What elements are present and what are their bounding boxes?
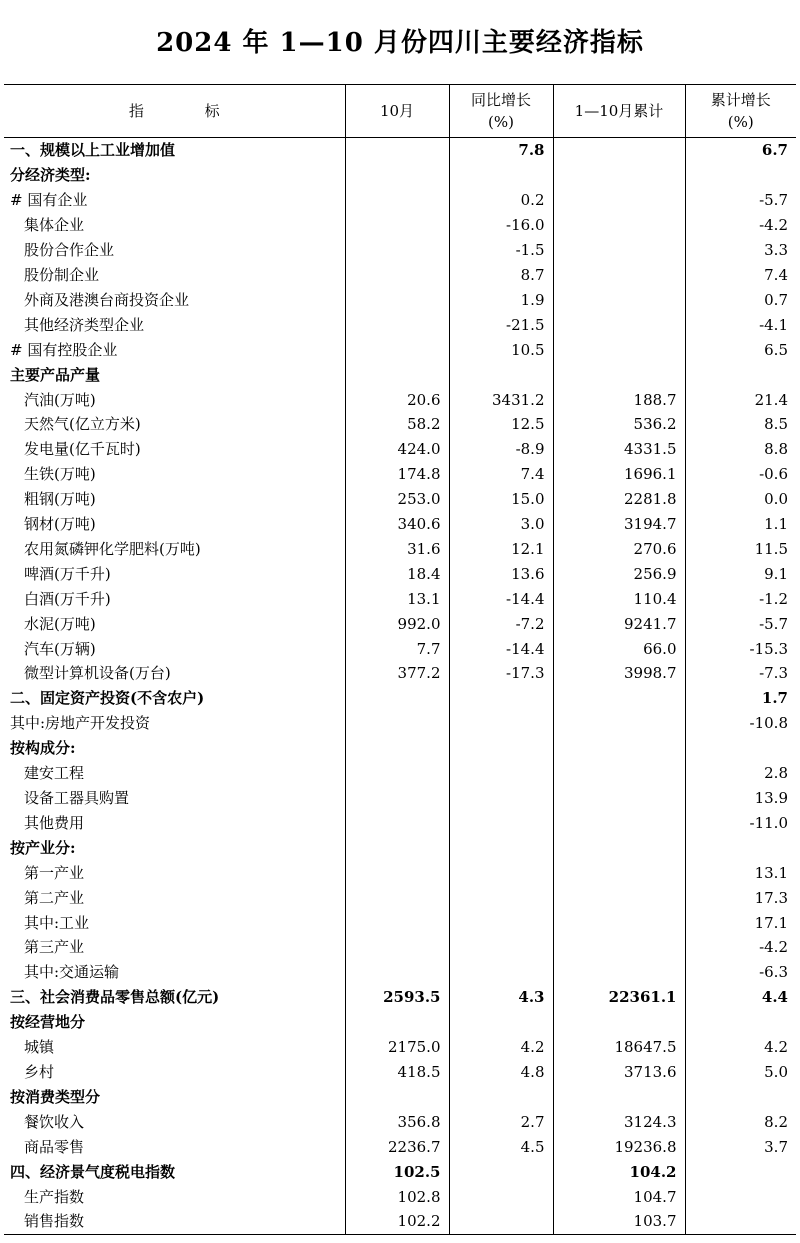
- row-label: 股份合作企业: [4, 238, 345, 263]
- cell-month-value: 340.6: [345, 512, 449, 537]
- cell-cumulative-growth: -4.2: [759, 216, 788, 235]
- cell-cumulative-growth: 4.4: [761, 988, 788, 1007]
- cell-yoy-growth: [449, 935, 553, 960]
- table-row: [4, 163, 796, 188]
- row-label: 股份制企业: [4, 263, 345, 288]
- cell-month-value: 2236.7: [345, 1134, 449, 1159]
- cell-month-value: 18.4: [345, 561, 449, 586]
- cell-yoy-growth: [449, 860, 553, 885]
- cell-cumulative-value: [553, 960, 685, 985]
- table-row: [4, 387, 796, 412]
- table-row: [4, 312, 796, 337]
- cell-cumulative-value: [553, 910, 685, 935]
- row-label: 第一产业: [4, 860, 345, 885]
- cell-yoy-growth: 1.9: [449, 287, 553, 312]
- cell-month-value: [345, 960, 449, 985]
- cell-yoy-growth: [449, 810, 553, 835]
- cell-cumulative-growth: 3.7: [764, 1137, 788, 1156]
- table-row: [4, 213, 796, 238]
- cell-yoy-growth: [449, 960, 553, 985]
- table-row: [4, 1084, 796, 1109]
- cell-cumulative-value: [553, 835, 685, 860]
- row-label: 微型计算机设备(万台): [4, 661, 345, 686]
- row-label: 水泥(万吨): [4, 611, 345, 636]
- cell-cumulative-value: [553, 786, 685, 811]
- cell-cumulative-growth: 4.2: [764, 1038, 788, 1057]
- row-label: 汽车(万辆): [4, 636, 345, 661]
- cell-month-value: [345, 312, 449, 337]
- cell-month-value: [345, 238, 449, 263]
- row-label: 农用氮磷钾化学肥料(万吨): [4, 537, 345, 562]
- row-label: 三、社会消费品零售总额(亿元): [4, 985, 345, 1010]
- cell-cumulative-value: 256.9: [553, 561, 685, 586]
- table-row: [4, 537, 796, 562]
- table-row: [4, 1109, 796, 1134]
- cell-month-value: [345, 213, 449, 238]
- cell-month-value: [345, 711, 449, 736]
- cell-yoy-growth: 7.4: [449, 462, 553, 487]
- cell-month-value: [345, 910, 449, 935]
- cell-cumulative-value: [553, 711, 685, 736]
- cell-cumulative-value: 18647.5: [553, 1035, 685, 1060]
- row-label: # 国有控股企业: [4, 337, 345, 362]
- row-label: 集体企业: [4, 213, 345, 238]
- table-row: [4, 1060, 796, 1085]
- cell-month-value: [345, 786, 449, 811]
- table-header-row: [4, 85, 796, 138]
- table-row: [4, 412, 796, 437]
- header-cumulative: 1—10月累计: [553, 85, 685, 138]
- table-row: [4, 985, 796, 1010]
- cell-cumulative-growth: [685, 835, 796, 860]
- cell-month-value: [345, 1010, 449, 1035]
- table-row: [4, 1134, 796, 1159]
- cell-cumulative-growth: -5.7: [759, 614, 788, 633]
- cell-cumulative-growth: -7.3: [759, 664, 788, 683]
- cell-cumulative-value: [553, 935, 685, 960]
- row-label: 第二产业: [4, 885, 345, 910]
- table-row: [4, 786, 796, 811]
- table-body: [4, 138, 796, 1235]
- cell-cumulative-value: 3713.6: [553, 1060, 685, 1085]
- header-cum-growth-label: 累计增长: [710, 91, 771, 109]
- cell-month-value: [345, 810, 449, 835]
- cell-cumulative-growth: 5.0: [764, 1062, 788, 1081]
- cell-cumulative-growth: 6.5: [764, 340, 788, 359]
- row-label: 按产业分:: [4, 835, 345, 860]
- cell-cumulative-value: [553, 810, 685, 835]
- table-row: [4, 512, 796, 537]
- cell-yoy-growth: 4.2: [449, 1035, 553, 1060]
- row-label: 啤酒(万千升): [4, 561, 345, 586]
- cell-yoy-growth: -16.0: [449, 213, 553, 238]
- cell-yoy-growth: [449, 1159, 553, 1184]
- cell-cumulative-growth: 2.8: [764, 764, 788, 783]
- cell-yoy-growth: 10.5: [449, 337, 553, 362]
- cell-month-value: 102.5: [345, 1159, 449, 1184]
- cell-cumulative-value: 4331.5: [553, 437, 685, 462]
- cell-yoy-growth: -14.4: [449, 636, 553, 661]
- table-row: [4, 462, 796, 487]
- table-row: [4, 960, 796, 985]
- cell-month-value: [345, 835, 449, 860]
- cell-cumulative-growth: [685, 362, 796, 387]
- table-row: [4, 487, 796, 512]
- cell-cumulative-value: 3998.7: [553, 661, 685, 686]
- row-label: 其他费用: [4, 810, 345, 835]
- cell-cumulative-growth: 13.1: [754, 863, 788, 882]
- cell-yoy-growth: 8.7: [449, 263, 553, 288]
- cell-cumulative-growth: [685, 1084, 796, 1109]
- cell-yoy-growth: 3.0: [449, 512, 553, 537]
- cell-month-value: [345, 686, 449, 711]
- cell-cumulative-value: 2281.8: [553, 487, 685, 512]
- cell-month-value: [345, 138, 449, 163]
- cell-yoy-growth: -1.5: [449, 238, 553, 263]
- cell-month-value: 377.2: [345, 661, 449, 686]
- header-yoy-unit: (%): [488, 113, 514, 131]
- cell-yoy-growth: 4.3: [449, 985, 553, 1010]
- table-row: [4, 138, 796, 163]
- cell-yoy-growth: [449, 362, 553, 387]
- cell-cumulative-value: [553, 263, 685, 288]
- cell-month-value: 424.0: [345, 437, 449, 462]
- cell-cumulative-growth: 17.1: [754, 913, 788, 932]
- cell-cumulative-value: [553, 761, 685, 786]
- cell-cumulative-growth: -15.3: [749, 639, 788, 658]
- cell-cumulative-value: [553, 1084, 685, 1109]
- cell-cumulative-growth: -0.6: [759, 465, 788, 484]
- row-label: 钢材(万吨): [4, 512, 345, 537]
- row-label: 设备工器具购置: [4, 786, 345, 811]
- cell-yoy-growth: 13.6: [449, 561, 553, 586]
- cell-month-value: [345, 935, 449, 960]
- cell-yoy-growth: 3431.2: [449, 387, 553, 412]
- row-label: 销售指数: [4, 1209, 345, 1234]
- row-label: 主要产品产量: [4, 362, 345, 387]
- row-label: 其中:工业: [4, 910, 345, 935]
- cell-month-value: 31.6: [345, 537, 449, 562]
- cell-month-value: [345, 188, 449, 213]
- cell-yoy-growth: 12.5: [449, 412, 553, 437]
- cell-cumulative-growth: [685, 163, 796, 188]
- cell-cumulative-growth: 17.3: [754, 888, 788, 907]
- cell-month-value: 13.1: [345, 586, 449, 611]
- cell-month-value: 20.6: [345, 387, 449, 412]
- cell-cumulative-value: [553, 312, 685, 337]
- cell-cumulative-growth: 3.3: [764, 241, 788, 260]
- table-row: [4, 611, 796, 636]
- cell-cumulative-value: [553, 860, 685, 885]
- cell-cumulative-value: [553, 238, 685, 263]
- row-label: 生铁(万吨): [4, 462, 345, 487]
- cell-month-value: 102.8: [345, 1184, 449, 1209]
- cell-month-value: [345, 287, 449, 312]
- row-label: 粗钢(万吨): [4, 487, 345, 512]
- header-cum-growth: [685, 85, 796, 138]
- row-label: 第三产业: [4, 935, 345, 960]
- cell-cumulative-value: 22361.1: [553, 985, 685, 1010]
- cell-cumulative-value: [553, 163, 685, 188]
- row-label: 分经济类型:: [4, 163, 345, 188]
- cell-cumulative-growth: [685, 736, 796, 761]
- cell-cumulative-value: 3194.7: [553, 512, 685, 537]
- cell-cumulative-value: [553, 138, 685, 163]
- table-row: [4, 711, 796, 736]
- cell-yoy-growth: [449, 786, 553, 811]
- cell-cumulative-growth: 1.1: [764, 515, 788, 534]
- table-row: [4, 860, 796, 885]
- cell-cumulative-value: 104.2: [553, 1159, 685, 1184]
- cell-cumulative-growth: [685, 1209, 796, 1234]
- cell-cumulative-growth: 11.5: [754, 539, 788, 558]
- cell-cumulative-growth: 8.2: [764, 1112, 788, 1131]
- cell-month-value: [345, 860, 449, 885]
- row-label: 汽油(万吨): [4, 387, 345, 412]
- cell-cumulative-growth: [685, 1010, 796, 1035]
- header-month: 10月: [345, 85, 449, 138]
- cell-yoy-growth: 15.0: [449, 487, 553, 512]
- cell-month-value: 253.0: [345, 487, 449, 512]
- cell-month-value: [345, 362, 449, 387]
- cell-cumulative-value: [553, 1010, 685, 1035]
- cell-month-value: 2593.5: [345, 985, 449, 1010]
- table-row: [4, 238, 796, 263]
- row-label: 商品零售: [4, 1134, 345, 1159]
- row-label: 按经营地分: [4, 1010, 345, 1035]
- cell-month-value: [345, 263, 449, 288]
- cell-month-value: 418.5: [345, 1060, 449, 1085]
- cell-cumulative-growth: -4.2: [759, 938, 788, 957]
- row-label: 其中:房地产开发投资: [4, 711, 345, 736]
- table-row: [4, 1159, 796, 1184]
- cell-month-value: [345, 761, 449, 786]
- cell-cumulative-growth: -10.8: [749, 714, 788, 733]
- table-row: [4, 810, 796, 835]
- table-row: [4, 561, 796, 586]
- row-label: 外商及港澳台商投资企业: [4, 287, 345, 312]
- table-row: [4, 661, 796, 686]
- table-row: [4, 935, 796, 960]
- cell-cumulative-value: 3124.3: [553, 1109, 685, 1134]
- cell-cumulative-growth: 21.4: [754, 390, 788, 409]
- table-row: [4, 736, 796, 761]
- cell-cumulative-value: [553, 736, 685, 761]
- cell-cumulative-growth: 8.8: [764, 440, 788, 459]
- cell-yoy-growth: 2.7: [449, 1109, 553, 1134]
- row-label: 天然气(亿立方米): [4, 412, 345, 437]
- cell-cumulative-growth: 6.7: [761, 141, 788, 160]
- cell-cumulative-growth: -1.2: [759, 589, 788, 608]
- table-row: [4, 1035, 796, 1060]
- cell-cumulative-growth: 0.0: [764, 490, 788, 509]
- table-row: [4, 885, 796, 910]
- cell-cumulative-value: [553, 337, 685, 362]
- cell-yoy-growth: 4.8: [449, 1060, 553, 1085]
- cell-cumulative-value: 270.6: [553, 537, 685, 562]
- table-row: [4, 686, 796, 711]
- table-row: [4, 437, 796, 462]
- table-row: [4, 263, 796, 288]
- row-label: 一、规模以上工业增加值: [4, 138, 345, 163]
- table-row: [4, 1184, 796, 1209]
- cell-cumulative-value: [553, 213, 685, 238]
- cell-cumulative-growth: 9.1: [764, 564, 788, 583]
- cell-month-value: [345, 885, 449, 910]
- row-label: 发电量(亿千瓦时): [4, 437, 345, 462]
- cell-yoy-growth: 7.8: [449, 138, 553, 163]
- cell-cumulative-value: 536.2: [553, 412, 685, 437]
- cell-cumulative-value: 19236.8: [553, 1134, 685, 1159]
- cell-yoy-growth: [449, 1010, 553, 1035]
- cell-yoy-growth: -14.4: [449, 586, 553, 611]
- cell-cumulative-growth: 8.5: [764, 415, 788, 434]
- cell-yoy-growth: -8.9: [449, 437, 553, 462]
- row-label: 白酒(万千升): [4, 586, 345, 611]
- table-row: [4, 636, 796, 661]
- cell-month-value: 2175.0: [345, 1035, 449, 1060]
- table-row: [4, 910, 796, 935]
- cell-month-value: 174.8: [345, 462, 449, 487]
- table-row: [4, 337, 796, 362]
- cell-cumulative-growth: 13.9: [754, 789, 788, 808]
- table-row: [4, 1209, 796, 1234]
- table-row: [4, 188, 796, 213]
- cell-cumulative-growth: [685, 1184, 796, 1209]
- cell-yoy-growth: [449, 1209, 553, 1234]
- row-label: 按消费类型分: [4, 1084, 345, 1109]
- cell-yoy-growth: 12.1: [449, 537, 553, 562]
- cell-cumulative-value: 9241.7: [553, 611, 685, 636]
- row-label: 按构成分:: [4, 736, 345, 761]
- cell-cumulative-growth: -4.1: [759, 315, 788, 334]
- row-label: # 国有企业: [4, 188, 345, 213]
- cell-yoy-growth: 0.2: [449, 188, 553, 213]
- table-row: [4, 1010, 796, 1035]
- cell-yoy-growth: [449, 1084, 553, 1109]
- cell-cumulative-value: [553, 885, 685, 910]
- cell-yoy-growth: [449, 686, 553, 711]
- header-yoy-label: 同比增长: [470, 91, 531, 109]
- cell-yoy-growth: [449, 711, 553, 736]
- row-label: 其中:交通运输: [4, 960, 345, 985]
- cell-cumulative-value: [553, 188, 685, 213]
- cell-yoy-growth: [449, 885, 553, 910]
- cell-month-value: [345, 337, 449, 362]
- cell-yoy-growth: 4.5: [449, 1134, 553, 1159]
- table-row: [4, 761, 796, 786]
- cell-cumulative-growth: [685, 1159, 796, 1184]
- header-yoy: [449, 85, 553, 138]
- cell-month-value: 7.7: [345, 636, 449, 661]
- page-title: 2024 年 1—10 月份四川主要经济指标: [156, 28, 644, 58]
- cell-yoy-growth: -7.2: [449, 611, 553, 636]
- row-label: 四、经济景气度税电指数: [4, 1159, 345, 1184]
- cell-yoy-growth: [449, 1184, 553, 1209]
- table-row: [4, 835, 796, 860]
- cell-cumulative-value: 66.0: [553, 636, 685, 661]
- cell-cumulative-value: [553, 287, 685, 312]
- cell-month-value: 102.2: [345, 1209, 449, 1234]
- cell-yoy-growth: [449, 910, 553, 935]
- row-label: 建安工程: [4, 761, 345, 786]
- cell-yoy-growth: [449, 163, 553, 188]
- cell-cumulative-growth: 7.4: [764, 265, 788, 284]
- cell-cumulative-growth: 0.7: [764, 290, 788, 309]
- cell-cumulative-value: 110.4: [553, 586, 685, 611]
- table-row: [4, 362, 796, 387]
- row-label: 乡村: [4, 1060, 345, 1085]
- row-label: 二、固定资产投资(不含农户): [4, 686, 345, 711]
- row-label: 其他经济类型企业: [4, 312, 345, 337]
- cell-yoy-growth: [449, 761, 553, 786]
- header-cum-growth-unit: (%): [727, 113, 754, 131]
- header-indicator: 指 标: [4, 85, 345, 138]
- cell-yoy-growth: [449, 835, 553, 860]
- cell-cumulative-growth: -6.3: [759, 963, 788, 982]
- cell-month-value: [345, 736, 449, 761]
- cell-yoy-growth: -17.3: [449, 661, 553, 686]
- cell-month-value: 356.8: [345, 1109, 449, 1134]
- cell-month-value: 992.0: [345, 611, 449, 636]
- cell-cumulative-value: 188.7: [553, 387, 685, 412]
- cell-cumulative-value: 104.7: [553, 1184, 685, 1209]
- cell-month-value: [345, 1084, 449, 1109]
- cell-cumulative-value: [553, 362, 685, 387]
- row-label: 城镇: [4, 1035, 345, 1060]
- cell-cumulative-growth: -5.7: [759, 191, 788, 210]
- cell-month-value: 58.2: [345, 412, 449, 437]
- table-row: [4, 586, 796, 611]
- row-label: 生产指数: [4, 1184, 345, 1209]
- cell-cumulative-growth: 1.7: [761, 689, 788, 708]
- cell-cumulative-value: [553, 686, 685, 711]
- cell-cumulative-value: 1696.1: [553, 462, 685, 487]
- cell-yoy-growth: -21.5: [449, 312, 553, 337]
- cell-cumulative-growth: -11.0: [749, 813, 788, 832]
- indicator-table: [4, 84, 796, 1235]
- cell-yoy-growth: [449, 736, 553, 761]
- row-label: 餐饮收入: [4, 1109, 345, 1134]
- cell-cumulative-value: 103.7: [553, 1209, 685, 1234]
- table-row: [4, 287, 796, 312]
- cell-month-value: [345, 163, 449, 188]
